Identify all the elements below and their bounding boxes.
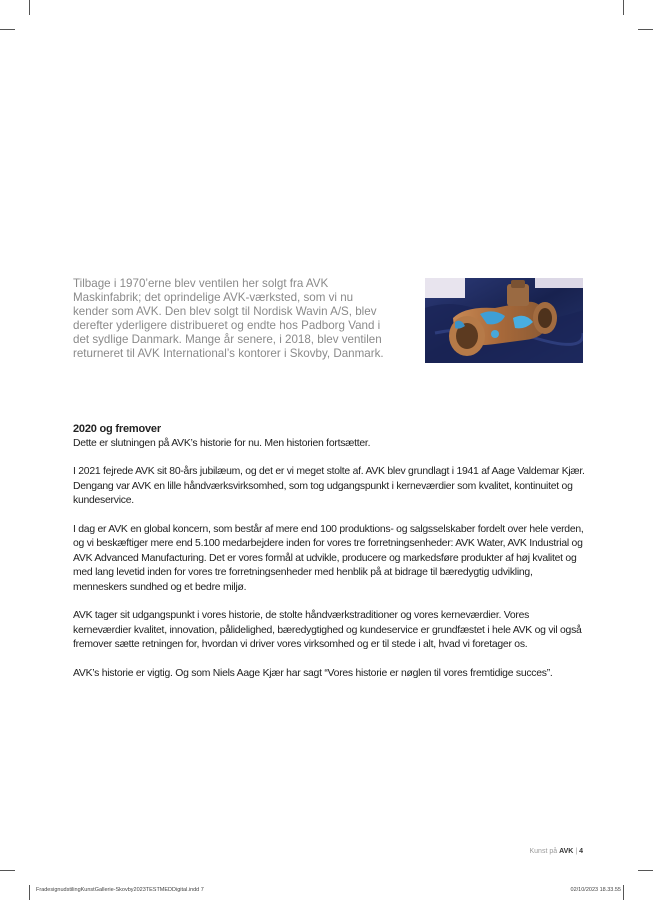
section-heading: 2020 og fremover <box>73 423 161 435</box>
crop-mark-bottom-right-h <box>638 870 653 871</box>
page-number: 4 <box>579 848 583 855</box>
caption-line: Tilbage i 1970’erne blev ventilen her solgt fra AVK <box>73 277 329 290</box>
crop-mark-top-right-v <box>623 0 624 15</box>
caption-line: returneret til AVK International’s kontorer i Skovby, Danmark. <box>73 347 384 360</box>
pager-separator: | <box>575 848 578 855</box>
caption-line: derefter yderligere distribueret og endte hos Padborg Vand i <box>73 319 381 332</box>
pager-brand: AVK <box>559 848 574 855</box>
crop-mark-top-right-h <box>638 29 653 30</box>
print-slug-file: FradesignudstilingKunstGallerie-Skovby2023TESTMEDDigital.indd 7 <box>36 887 204 893</box>
caption-line: det sydlige Danmark. Mange år senere, i 2018, blev ventilen <box>73 333 382 346</box>
crop-mark-top-left-v <box>29 0 30 15</box>
caption-line: kender som AVK. Den blev solgt til Nordisk Wavin A/S, blev <box>73 305 377 318</box>
caption-line: Maskinfabrik; det oprindelige AVK-værksted, som vi nu <box>73 291 354 304</box>
crop-mark-top-left-h <box>0 29 15 30</box>
page-footer <box>530 848 584 855</box>
crop-mark-bottom-right-v <box>623 885 624 900</box>
history-section <box>73 422 588 695</box>
section-paragraph: I dag er AVK en global koncern, som består af mere end 100 produktions- og salgsselskaber fordelt over hele verden, og vi beskæftiger mere end 5.100 medarbejdere inden for vores tre forretningsenheder: AVK Water, AVK Industrial og AVK Advanced Manufacturing. Det er vores formål at udvikle, producere og markedsføre produkter af høj kvalitet og med lang levetid inden for vores tre forretningsenheder med henblik på at bidrage til bæredygtig udvikling, menneskers sundhed og et bedre miljø. <box>73 523 584 593</box>
section-paragraph: AVK tager sit udgangspunkt i vores historie, de stolte håndværkstraditioner og vores kerneværdier. Vores kerneværdier kvalitet, innovation, pålidelighed, bæredygtighed og kundeservice er grundfæstet i hele AVK og vil også fremover sætte retningen for, hvordan vi driver vores virksomhed og er til stede i alt, hvad vi foretager os. <box>73 610 582 650</box>
section-intro: Dette er slutningen på AVK’s historie for nu. Men historien fortsætter. <box>73 437 371 449</box>
print-slug-date: 02/10/2023 18.33.55 <box>570 887 621 893</box>
old-valve-photo <box>425 278 583 363</box>
crop-mark-bottom-left-v <box>29 885 30 900</box>
photo-caption <box>73 277 411 361</box>
crop-mark-bottom-left-h <box>0 870 15 871</box>
pager-label: Kunst på <box>529 848 558 855</box>
section-paragraph: I 2021 fejrede AVK sit 80-års jubilæum, og det er vi meget stolte af. AVK blev grundlagt i 1941 af Aage Valdemar Kjær. Dengang var AVK en lille håndværksvirksomhed, som tog udgangspunkt i kerneværdier som kvalitet, kontinuitet og kundeservice. <box>73 466 585 506</box>
section-paragraph: AVK’s historie er vigtig. Og som Niels Aage Kjær har sagt “Vores historie er nøglen til vores fremtidige succes”. <box>73 667 553 679</box>
old-valve-icon <box>425 278 583 363</box>
